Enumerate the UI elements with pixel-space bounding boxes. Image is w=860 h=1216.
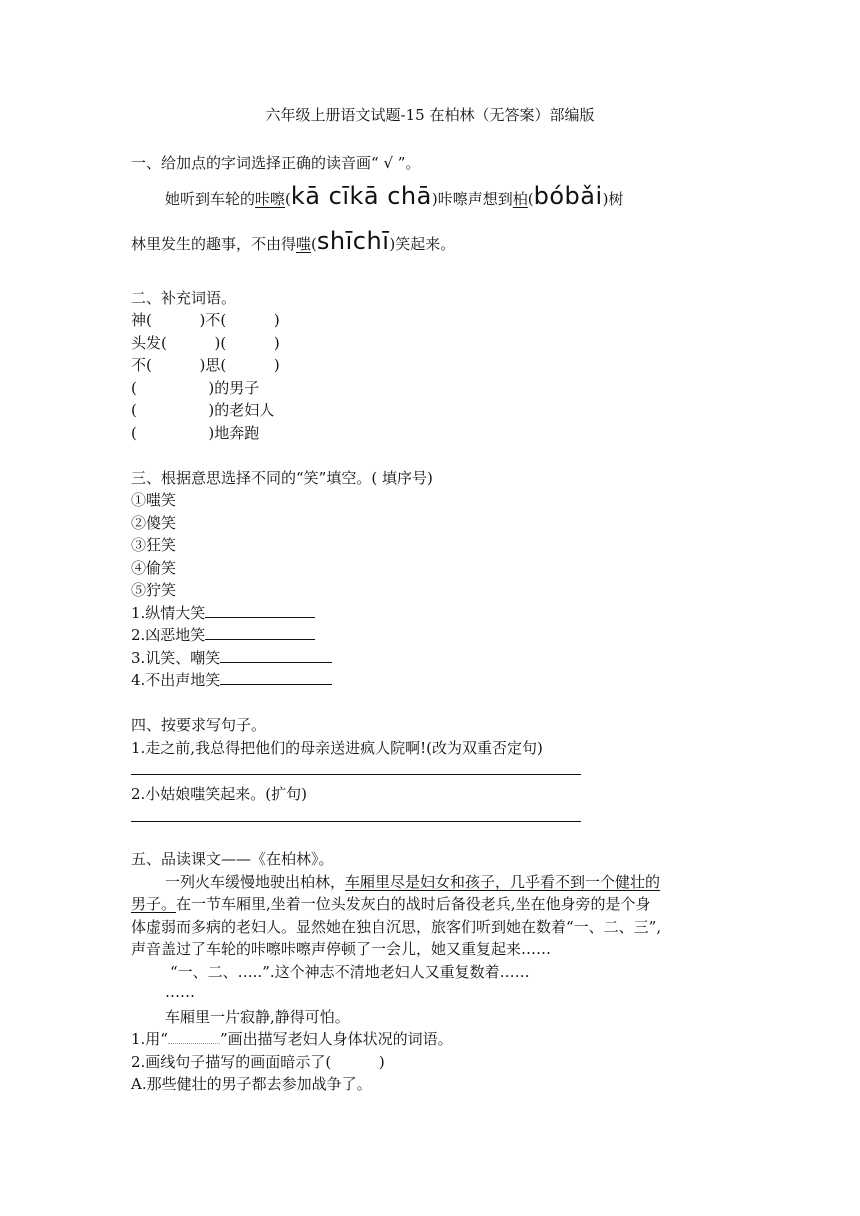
s3-option-1: ①嗤笑 (131, 491, 177, 509)
s1-word-1: 咔嚓 (255, 190, 286, 208)
s5-question-2[interactable]: 2.画线句子描写的画面暗示了( ) (131, 1053, 385, 1071)
s1-text-5: 笑起来。 (395, 235, 456, 253)
s1-text-1: 她听到车轮的 (165, 190, 256, 208)
section-1-heading: 一、给加点的字词选择正确的读音画“ √ ”。 (131, 154, 421, 172)
answer-blank-4[interactable] (220, 670, 332, 685)
s4-question-2: 2.小姑娘嗤笑起来。(扩句) (131, 785, 308, 803)
s3-option-3: ③狂笑 (131, 536, 177, 554)
underlined-sentence-end: 男子。 (131, 895, 177, 913)
s1-text-4: 林里发生的趣事，不由得 (131, 235, 297, 253)
answer-blank-2[interactable] (205, 625, 315, 640)
section-4-heading: 四、按要求写句子。 (131, 716, 267, 734)
s1-text-3: 树 (608, 190, 624, 208)
underlined-sentence: 车厢里尽是妇女和孩子，几乎看不到一个健壮的 (345, 873, 661, 891)
pinyin-option-3b[interactable]: chī (352, 227, 390, 255)
section-3-heading: 三、根据意思选择不同的“笑”填空。( 填序号) (131, 469, 433, 487)
s3-question-4: 4.不出声地笑 (131, 669, 332, 690)
s2-item-4[interactable]: ( )的男子 (131, 379, 260, 397)
answer-line-2[interactable] (131, 821, 581, 822)
section-2-heading: 二、补充词语。 (131, 289, 237, 307)
passage-line-7: 车厢里一片寂静,静得可怕。 (165, 1008, 350, 1026)
passage-line-1: 一列火车缓慢地驶出柏林，车厢里尽是妇女和孩子，几乎看不到一个健壮的 (165, 873, 661, 891)
s2-item-6[interactable]: ( )地奔跑 (131, 424, 260, 442)
pinyin-option-2b[interactable]: bǎi (564, 182, 603, 210)
answer-line-1[interactable] (131, 774, 581, 775)
s3-option-5: ⑤狞笑 (131, 581, 177, 599)
s3-question-1: 1.纵情大笑 (131, 602, 315, 623)
s3-option-4: ④偷笑 (131, 559, 177, 577)
s2-item-3[interactable]: 不( )思( ) (131, 356, 280, 374)
s3-question-3: 3.讥笑、嘲笑 (131, 647, 332, 668)
pinyin-option-1a[interactable]: kā cī (290, 182, 350, 210)
pinyin-option-2a[interactable]: bó (533, 182, 565, 210)
s3-option-2: ②傻笑 (131, 514, 177, 532)
section-5-heading: 五、品读课文——《在柏林》。 (131, 850, 334, 868)
s2-item-5[interactable]: ( )的老妇人 (131, 401, 275, 419)
passage-line-6: …… (165, 983, 195, 1001)
page-title: 六年级上册语文试题-15 在柏林（无答案）部编版 (265, 106, 595, 124)
pinyin-option-3a[interactable]: shī (316, 227, 353, 255)
s1-line-1: 她听到车轮的咔嚓(kā cīkā chā)咔嚓声想到柏(bóbǎi)树 (165, 182, 624, 210)
s1-word-2: 柏 (512, 190, 528, 208)
answer-blank-3[interactable] (220, 648, 332, 663)
s4-question-1: 1.走之前,我总得把他们的母亲送进疯人院啊!(改为双重否定句) (131, 739, 543, 757)
s2-item-1[interactable]: 神( )不( ) (131, 311, 280, 329)
s3-question-2: 2.凶恶地笑 (131, 624, 315, 645)
passage-line-4: 声音盖过了车轮的咔嚓咔嚓声停顿了一会儿，她又重复起来…… (131, 940, 552, 958)
s1-text-2: 咔嚓声想到 (437, 190, 513, 208)
s1-line-2: 林里发生的趣事，不由得嗤(shīchī)笑起来。 (131, 227, 456, 255)
s2-item-2[interactable]: 头发( )( ) (131, 334, 280, 352)
pinyin-option-1b[interactable]: kā chā (349, 182, 432, 210)
s5-option-a: A.那些健壮的男子都去参加战争了。 (131, 1075, 372, 1093)
answer-blank-1[interactable] (205, 603, 315, 618)
quote-blank (168, 1031, 220, 1044)
s1-word-3: 嗤 (296, 235, 312, 253)
s5-question-1: 1.用“ ”画出描写老妇人身体状况的词语。 (131, 1030, 453, 1048)
passage-line-3: 体虚弱而多病的老妇人。显然她在独自沉思，旅客们听到她在数着“一、二、三”, (131, 918, 662, 936)
passage-line-2: 男子。在一节车厢里,坐着一位头发灰白的战时后备役老兵,坐在他身旁的是个身 (131, 895, 651, 913)
passage-line-5: “一、二、…..”.这个神志不清地老妇人又重复数着…… (170, 963, 530, 981)
